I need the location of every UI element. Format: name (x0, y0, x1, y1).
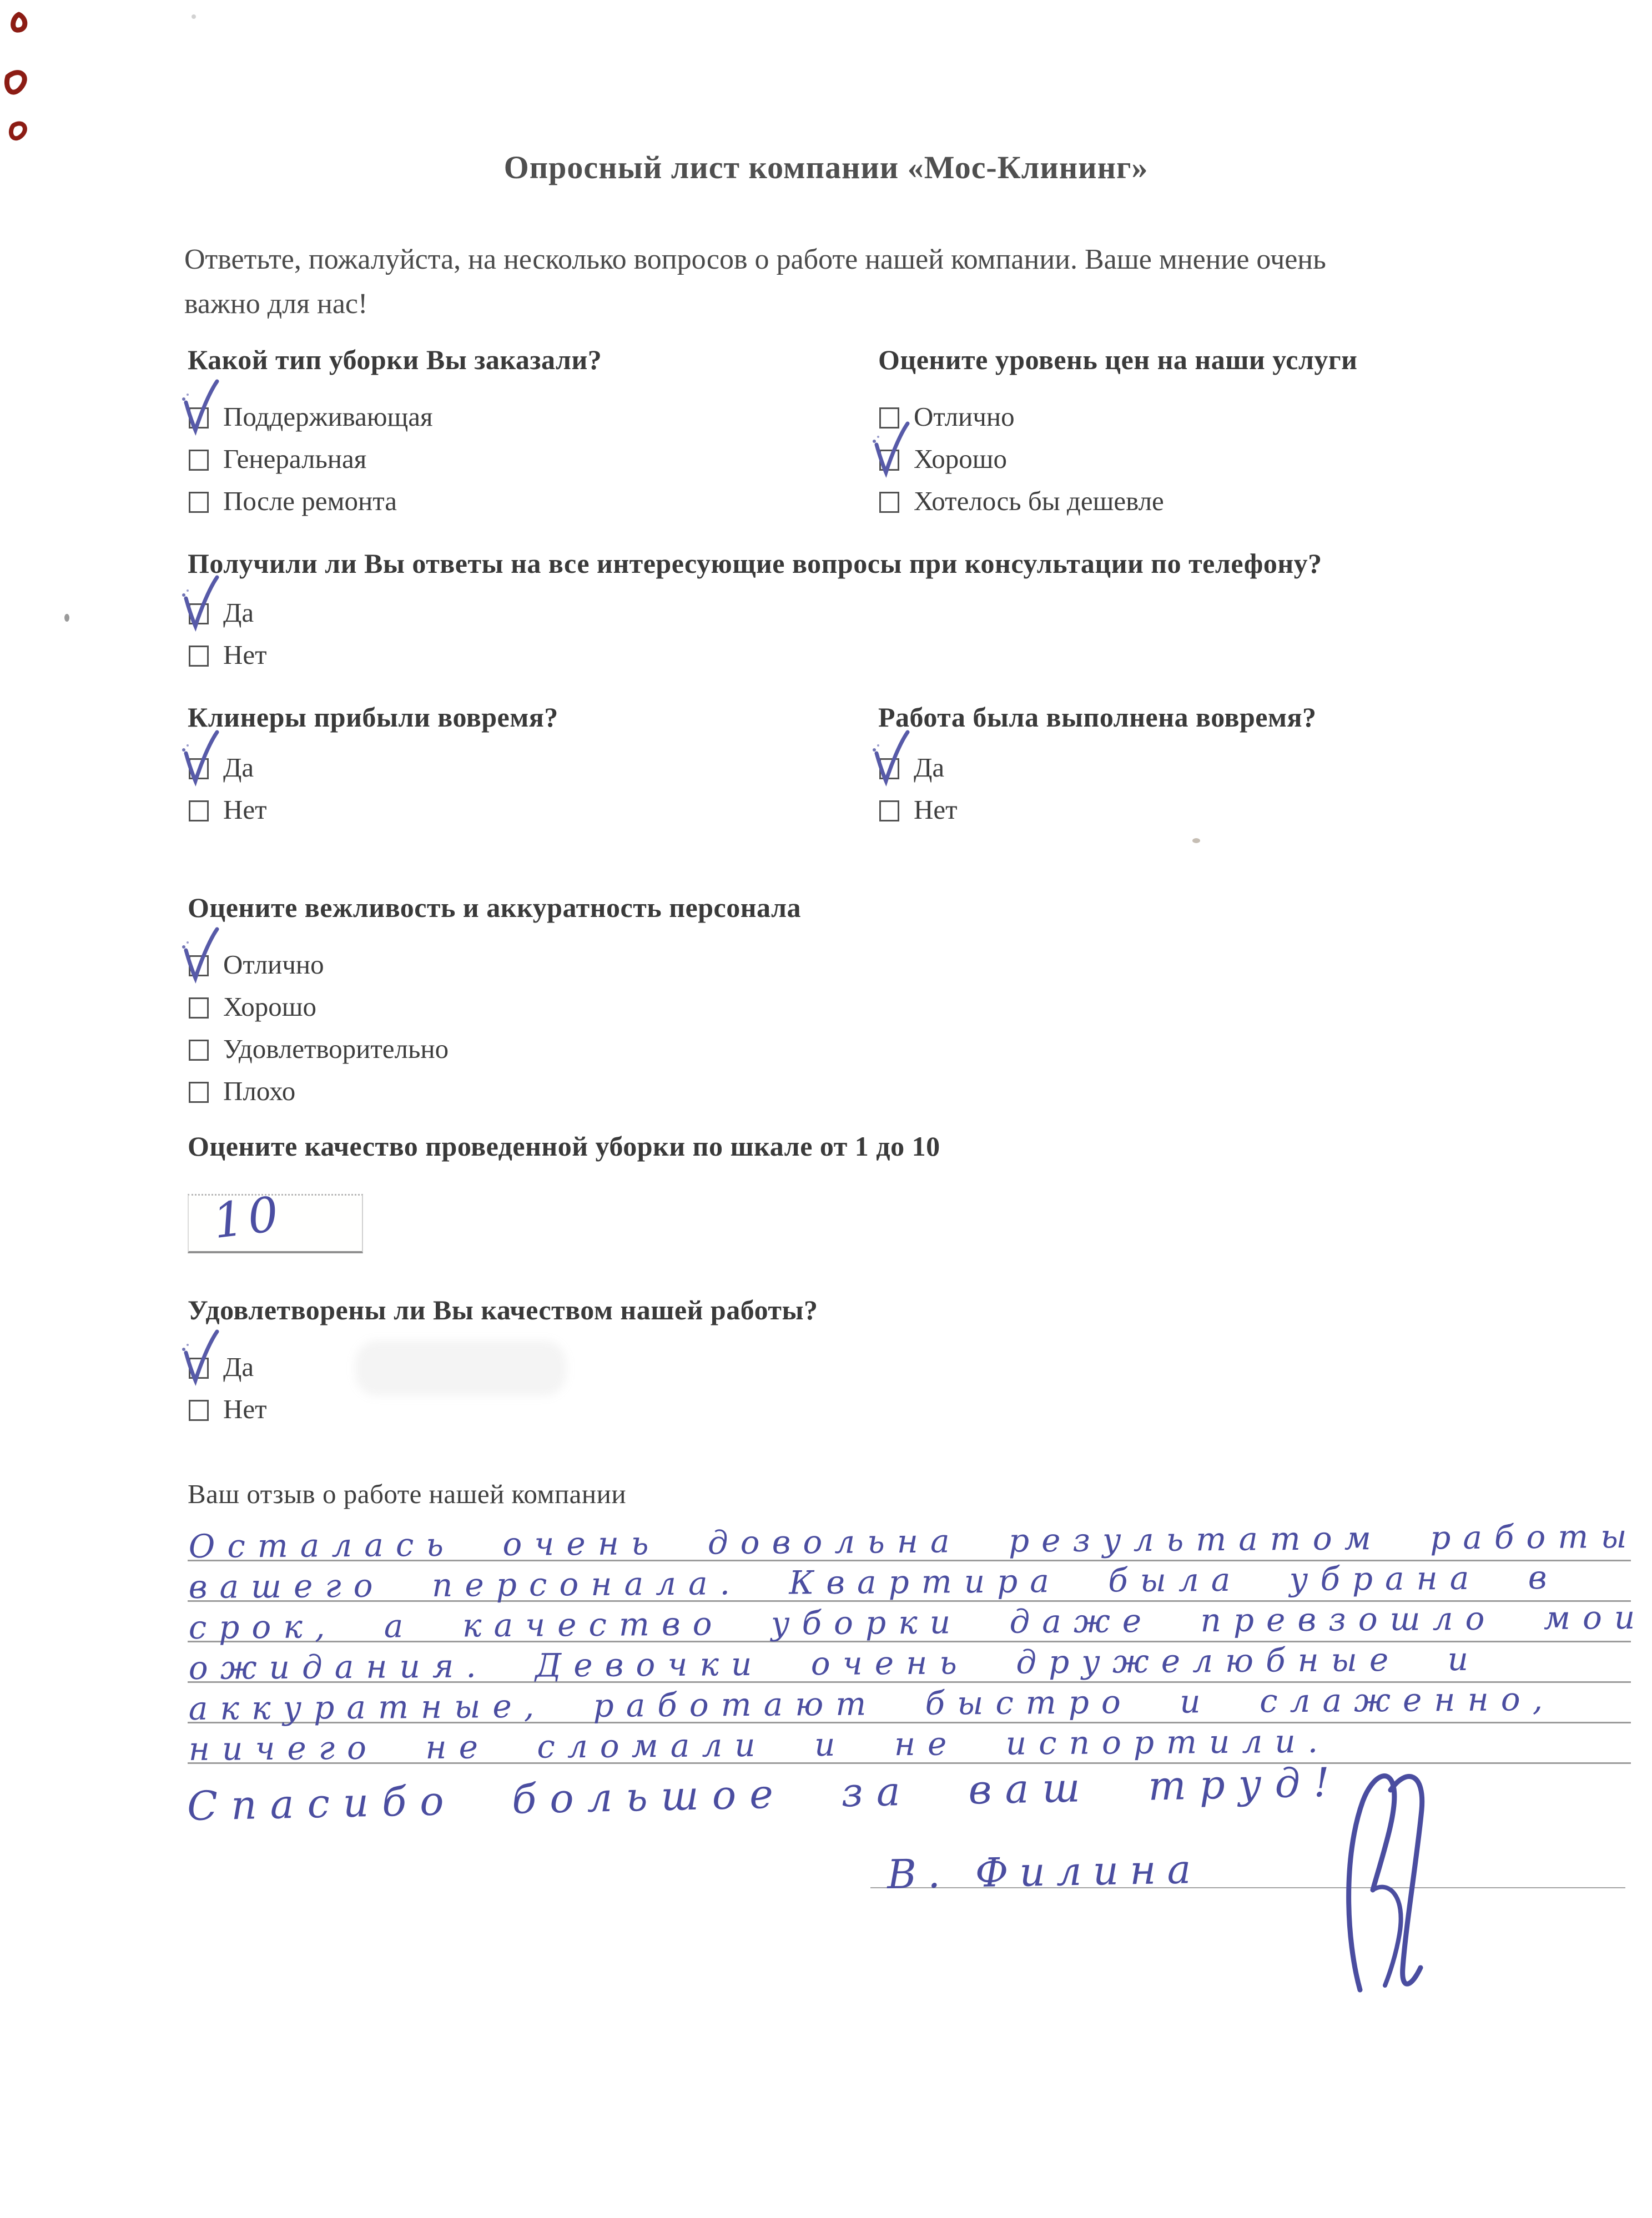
checkbox-checked[interactable] (189, 758, 209, 779)
option-label: Нет (223, 794, 267, 825)
politeness-option-1[interactable] (188, 943, 1131, 985)
option-label: Нет (223, 639, 267, 670)
question-satisfaction (188, 1293, 1131, 1430)
cleaners-on-time-options (188, 746, 876, 830)
checkbox-checked[interactable] (189, 955, 209, 976)
quality-score-label: Оцените качество проведенной уборки по шкале от 1 до 10 (188, 1131, 940, 1162)
politeness-options (188, 943, 1131, 1112)
phone-consultation-label: Получили ли Вы ответы на все интересующие вопросы при консультации по телефону? (188, 548, 1322, 579)
phone-consultation-option-2[interactable] (188, 633, 1609, 676)
checkbox-unchecked[interactable] (189, 1082, 209, 1103)
option-label: Да (223, 597, 254, 628)
pen-checkmark-icon (180, 574, 219, 635)
option-label: Отлично (914, 401, 1015, 432)
politeness-label: Оцените вежливость и аккуратность персонала (188, 892, 802, 923)
option-label: Отлично (223, 949, 324, 980)
work-on-time-option-1[interactable] (878, 746, 1633, 788)
price-level-options (878, 395, 1633, 522)
pen-checkmark-icon (871, 729, 910, 790)
option-label: Хорошо (914, 443, 1008, 474)
price-level-label: Оцените уровень цен на наши услуги (878, 344, 1358, 375)
review-handwriting-line-4: ожидания. Девочки очень дружелюбные и (188, 1640, 1481, 1687)
checkbox-unchecked[interactable] (879, 800, 899, 821)
phone-consultation-option-1[interactable] (188, 591, 1609, 633)
cleaning-type-option-2[interactable] (188, 437, 876, 480)
intro-line-2: важно для нас! (184, 288, 368, 320)
pen-checkmark-icon (871, 420, 910, 481)
review-handwriting-line-6: ничего не сломали и не испортили. (188, 1722, 1331, 1768)
question-work-on-time (878, 700, 1633, 830)
review-handwriting-line-5: аккуратные, работают быстро и слаженно, (188, 1680, 1555, 1727)
red-corner-scribble (3, 10, 53, 154)
form-title: Опросный лист компании «Мос-Клининг» (503, 149, 1149, 185)
option-label: Да (914, 752, 945, 783)
price-level-option-3[interactable] (878, 480, 1633, 522)
cleaning-type-option-1[interactable] (188, 395, 876, 437)
checkbox-checked[interactable] (189, 1358, 209, 1379)
politeness-option-2[interactable] (188, 985, 1131, 1027)
satisfaction-option-2[interactable] (188, 1388, 1131, 1430)
satisfaction-options (188, 1345, 1131, 1430)
signature-name-handwriting: В. Филина (887, 1846, 1203, 1898)
checkbox-unchecked[interactable] (189, 1400, 209, 1421)
work-on-time-label: Работа была выполнена вовремя? (878, 702, 1317, 733)
option-label: Нет (223, 1393, 267, 1424)
checkbox-checked[interactable] (879, 450, 899, 471)
question-politeness (188, 891, 1131, 1112)
review-ruled-line-3 (188, 1598, 1648, 1646)
option-label: Да (223, 1351, 254, 1382)
option-label: Генеральная (223, 443, 367, 474)
review-lines (188, 1517, 1648, 1768)
review-handwriting-line-3: срок, а качество уборки даже превзошло мои (188, 1598, 1648, 1646)
phone-consultation-options (188, 591, 1609, 676)
scan-speck (192, 14, 196, 19)
checkbox-unchecked[interactable] (189, 450, 209, 471)
question-cleaning-type (188, 343, 876, 522)
checkbox-unchecked[interactable] (189, 646, 209, 667)
pen-checkmark-icon (180, 378, 219, 439)
signature-flourish (1307, 1757, 1474, 2007)
option-label: После ремонта (223, 485, 397, 516)
work-on-time-options (878, 746, 1633, 830)
satisfaction-option-1[interactable] (188, 1345, 1131, 1388)
option-label: Нет (914, 794, 958, 825)
checkbox-unchecked[interactable] (189, 1040, 209, 1061)
review-handwriting-line-1: Осталась очень довольна результатом работы (188, 1517, 1639, 1565)
question-quality-score (188, 1130, 1353, 1253)
review-handwriting-line-2: вашего персонала. Квартира была убрана в (188, 1558, 1559, 1606)
review-ruled-line-1 (188, 1517, 1639, 1565)
option-label: Поддерживающая (223, 401, 433, 432)
quality-score-handwritten-value: 10 (210, 1186, 286, 1250)
price-level-option-2[interactable] (878, 437, 1633, 480)
politeness-option-3[interactable] (188, 1027, 1131, 1070)
pen-checkmark-icon (180, 926, 219, 987)
option-label: Хорошо (223, 991, 317, 1022)
cleaning-type-options (188, 395, 876, 522)
checkbox-unchecked[interactable] (189, 800, 209, 821)
checkbox-unchecked[interactable] (189, 492, 209, 513)
review-ruled-line-4 (188, 1640, 1631, 1687)
review-thanks-handwriting: Спасибо большое за ваш труд! (187, 1758, 1343, 1829)
checkbox-unchecked[interactable] (189, 997, 209, 1019)
pen-checkmark-icon (180, 1328, 219, 1389)
politeness-option-4[interactable] (188, 1070, 1131, 1112)
quality-score-field[interactable] (188, 1186, 363, 1253)
cleaners-on-time-option-2[interactable] (188, 788, 876, 830)
work-on-time-option-2[interactable] (878, 788, 1633, 830)
signature-line (870, 1832, 1625, 1898)
question-phone-consultation (188, 547, 1609, 676)
review-ruled-line-5 (188, 1680, 1631, 1727)
scan-speck (64, 614, 69, 622)
price-level-option-1[interactable] (878, 395, 1633, 437)
cleaners-on-time-label: Клинеры прибыли вовремя? (188, 702, 558, 733)
satisfaction-label: Удовлетворены ли Вы качеством нашей работы? (188, 1294, 818, 1325)
pen-checkmark-icon (180, 729, 219, 790)
option-label: Хотелось бы дешевле (914, 485, 1164, 516)
question-cleaners-on-time (188, 700, 876, 830)
checkbox-checked[interactable] (189, 603, 209, 624)
option-label: Да (223, 752, 254, 783)
intro-line-1: Ответьте, пожалуйста, на несколько вопросов о работе нашей компании. Ваше мнение очень (184, 244, 1326, 275)
checkbox-unchecked[interactable] (879, 492, 899, 513)
review-label: Ваш отзыв о работе нашей компании (188, 1479, 627, 1509)
cleaning-type-option-3[interactable] (188, 480, 876, 522)
cleaning-type-label: Какой тип уборки Вы заказали? (188, 344, 602, 375)
review-ruled-line-2 (188, 1558, 1631, 1606)
intro-text (184, 238, 1561, 326)
scan-speck (1192, 838, 1200, 843)
checkbox-checked[interactable] (189, 407, 209, 429)
checkbox-checked[interactable] (879, 758, 899, 779)
question-price-level (878, 343, 1633, 522)
option-label: Плохо (223, 1075, 296, 1106)
option-label: Удовлетворительно (223, 1033, 449, 1064)
cleaners-on-time-option-1[interactable] (188, 746, 876, 788)
